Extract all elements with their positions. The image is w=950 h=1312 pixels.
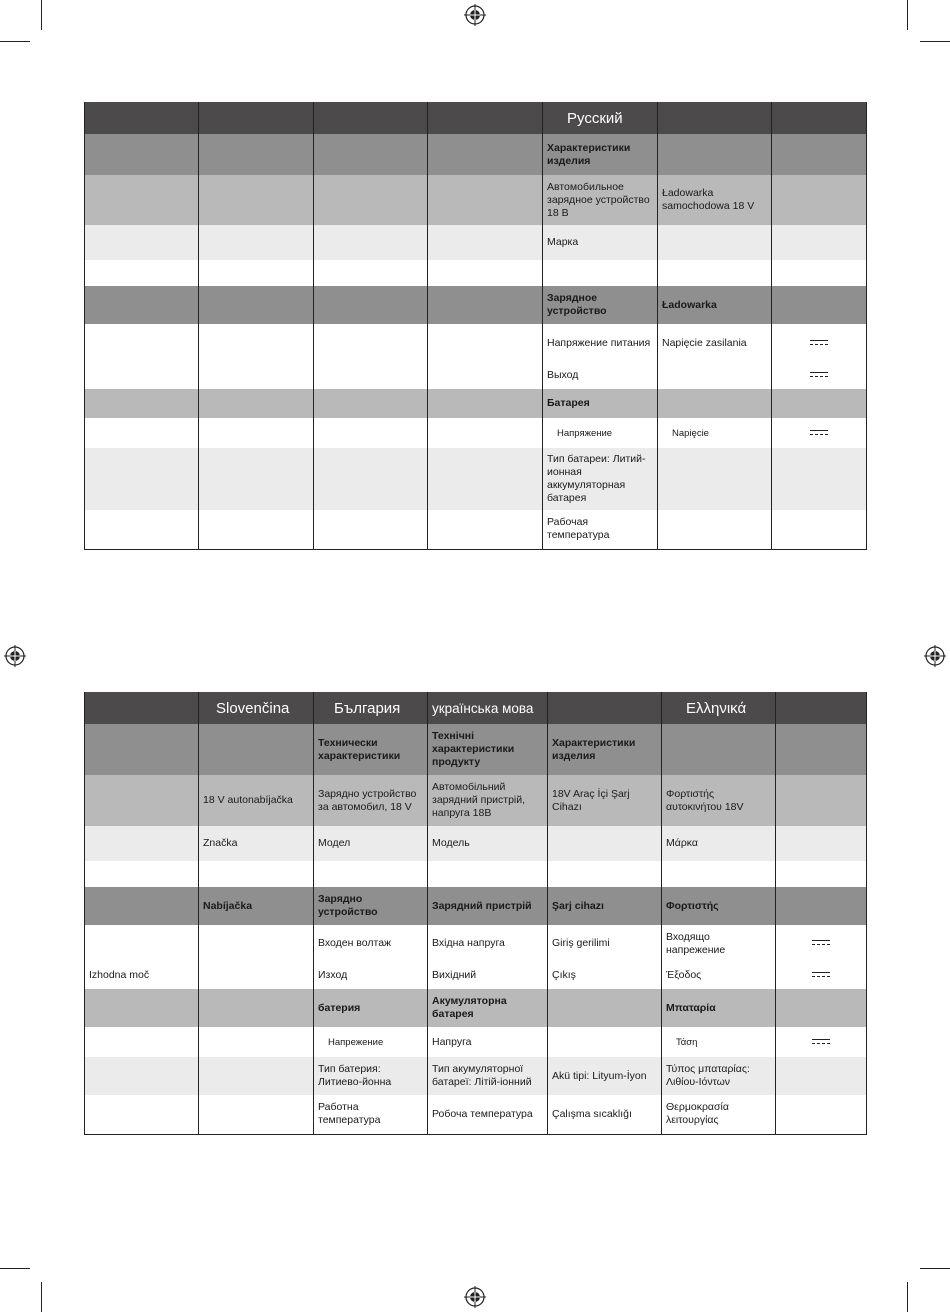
table-cell [776, 962, 867, 989]
table-cell: 18V Araç İçi Şarj Cihazı [548, 775, 662, 826]
dc-current-symbol-icon [812, 1039, 830, 1045]
header-cell: Ελληνικά [662, 692, 776, 724]
table-cell [772, 362, 867, 389]
table-cell [85, 324, 199, 362]
table-cell [199, 448, 314, 510]
dc-current-symbol-icon [810, 340, 828, 346]
table-row [85, 1027, 867, 1057]
crop-mark [907, 0, 908, 30]
table-cell [776, 775, 867, 826]
dc-current-symbol-icon [810, 372, 828, 378]
table-cell [658, 510, 772, 549]
table-row [85, 225, 867, 260]
table-cell: Ładowarka samochodowa 18 V [658, 175, 772, 225]
table-cell: Напряжение [543, 418, 658, 448]
table-cell [772, 175, 867, 225]
table-cell [199, 510, 314, 549]
table-row [85, 1057, 867, 1095]
header-cell [428, 102, 543, 134]
table-cell [776, 887, 867, 925]
table-cell [199, 1095, 314, 1134]
spec-table-top [84, 102, 867, 550]
table-row [85, 448, 867, 510]
table-cell [199, 362, 314, 389]
table-cell [199, 1057, 314, 1095]
table-cell [314, 861, 428, 887]
table-cell [85, 724, 199, 775]
table-cell [658, 448, 772, 510]
table-cell [85, 225, 199, 260]
table-cell: Входящо напрежение [662, 925, 776, 962]
crop-mark [907, 1282, 908, 1312]
table-cell: Напрежение [314, 1027, 428, 1057]
table-cell: Технически характеристики [314, 724, 428, 775]
table-cell [199, 134, 314, 175]
table-cell [658, 389, 772, 418]
table-cell [428, 389, 543, 418]
table-cell [772, 286, 867, 324]
header-cell: Slovenčina [199, 692, 314, 724]
table-row [85, 362, 867, 389]
table-cell [428, 324, 543, 362]
header-cell [658, 102, 772, 134]
table-row [85, 260, 867, 286]
table-cell: Робоча температура [428, 1095, 548, 1134]
header-cell [548, 692, 662, 724]
table-cell [428, 286, 543, 324]
table-cell: Выход [543, 362, 658, 389]
crop-mark [0, 41, 30, 42]
table-cell [776, 826, 867, 861]
table-cell [428, 861, 548, 887]
table-cell [199, 724, 314, 775]
table-cell [199, 418, 314, 448]
table-cell: Napięcie zasilania [658, 324, 772, 362]
table-cell [772, 418, 867, 448]
header-cell: українська мова [428, 692, 548, 724]
table-cell [658, 362, 772, 389]
table-row [85, 324, 867, 362]
table-row [85, 925, 867, 962]
table-cell: Вхідна напруга [428, 925, 548, 962]
table-cell: Τάση [662, 1027, 776, 1057]
table-cell [314, 134, 428, 175]
table-cell [658, 260, 772, 286]
dc-current-symbol-icon [810, 430, 828, 436]
table-cell [548, 989, 662, 1027]
table-row [85, 989, 867, 1027]
table-cell [772, 225, 867, 260]
table-cell [199, 286, 314, 324]
table-cell [772, 448, 867, 510]
table-cell: Τύπος μπαταρίας: Λιθίου-Ιόντων [662, 1057, 776, 1095]
table-cell: Рабочая температура [543, 510, 658, 549]
table-cell [199, 861, 314, 887]
table-cell [85, 887, 199, 925]
table-row [85, 962, 867, 989]
table-row [85, 775, 867, 826]
table-cell [776, 1027, 867, 1057]
table-cell: Зарядний пристрій [428, 887, 548, 925]
table-cell [428, 448, 543, 510]
registration-mark-icon [924, 645, 946, 667]
crop-mark [920, 1268, 950, 1269]
table-cell [776, 724, 867, 775]
header-cell [314, 102, 428, 134]
table-cell [199, 1027, 314, 1057]
table-cell [428, 175, 543, 225]
table-cell [548, 861, 662, 887]
table-cell [314, 324, 428, 362]
table-cell: Napięcie [658, 418, 772, 448]
table-cell [772, 260, 867, 286]
table-cell [85, 448, 199, 510]
table-cell: Φορτιστής αυτοκινήτου 18V [662, 775, 776, 826]
table-cell: Технічні характеристики продукту [428, 724, 548, 775]
table-row [85, 134, 867, 175]
registration-mark-icon [4, 645, 26, 667]
table-cell: Φορτιστής [662, 887, 776, 925]
table-cell: Модел [314, 826, 428, 861]
table-row [85, 826, 867, 861]
table-cell [772, 324, 867, 362]
header-cell [772, 102, 867, 134]
table-cell: Характеристики изделия [543, 134, 658, 175]
table-cell [85, 175, 199, 225]
table-cell [776, 861, 867, 887]
table-cell: Izhodna moč [85, 962, 199, 989]
table-row [85, 175, 867, 225]
crop-mark [41, 0, 42, 30]
table-cell: Giriş gerilimi [548, 925, 662, 962]
table-row [85, 861, 867, 887]
table-cell [85, 1095, 199, 1134]
table-cell [199, 175, 314, 225]
table-cell [199, 925, 314, 962]
table-cell [199, 225, 314, 260]
table-cell [199, 324, 314, 362]
table-cell [314, 260, 428, 286]
table-cell: Работна температура [314, 1095, 428, 1134]
table-cell: Марка [543, 225, 658, 260]
crop-mark [920, 41, 950, 42]
table-cell [85, 418, 199, 448]
table-cell: Вихідний [428, 962, 548, 989]
table-cell [85, 286, 199, 324]
table-cell: Тип батареи: Литий-ионная аккумуляторная батарея [543, 448, 658, 510]
table-cell: Зарядное устройство [543, 286, 658, 324]
table-cell: 18 V autonabíjačka [199, 775, 314, 826]
header-cell [199, 102, 314, 134]
dc-current-symbol-icon [812, 940, 830, 946]
table-cell: Μάρκα [662, 826, 776, 861]
table-header-row [85, 102, 867, 134]
table-row [85, 389, 867, 418]
table-cell: Тип акумуляторної батареї: Літій-іонний [428, 1057, 548, 1095]
table-cell: Μπαταρία [662, 989, 776, 1027]
table-cell: Входен волтаж [314, 925, 428, 962]
table-cell [428, 260, 543, 286]
table-cell: батерия [314, 989, 428, 1027]
table-cell: Характеристики изделия [548, 724, 662, 775]
table-cell [85, 861, 199, 887]
table-cell [85, 1057, 199, 1095]
table-cell [428, 510, 543, 549]
table-cell [772, 134, 867, 175]
table-cell [85, 362, 199, 389]
registration-mark-icon [464, 1286, 486, 1308]
table-cell [658, 134, 772, 175]
table-row [85, 418, 867, 448]
table-cell: Автомобильное зарядное устройство 18 В [543, 175, 658, 225]
table-cell [199, 260, 314, 286]
table-cell [772, 389, 867, 418]
table-cell: Батарея [543, 389, 658, 418]
table-cell: Nabíjačka [199, 887, 314, 925]
table-row [85, 887, 867, 925]
table-cell [776, 1095, 867, 1134]
table-cell [776, 1057, 867, 1095]
dc-current-symbol-icon [812, 972, 830, 978]
table-cell [314, 175, 428, 225]
table-header-row [85, 692, 867, 724]
table-cell [548, 1027, 662, 1057]
table-cell [772, 510, 867, 549]
table-cell: Θερμοκρασία λειτουργίας [662, 1095, 776, 1134]
registration-mark-icon [464, 4, 486, 26]
table-cell: Напряжение питания [543, 324, 658, 362]
table-cell: Напруга [428, 1027, 548, 1057]
table-row [85, 286, 867, 324]
header-cell [85, 102, 199, 134]
table-cell [543, 260, 658, 286]
table-cell: Изход [314, 962, 428, 989]
table-cell [314, 448, 428, 510]
table-cell [548, 826, 662, 861]
table-cell [428, 134, 543, 175]
table-cell [85, 260, 199, 286]
table-cell: Автомобільний зарядний пристрій, напруга 18В [428, 775, 548, 826]
table-cell [85, 826, 199, 861]
table-cell [314, 362, 428, 389]
table-cell: Značka [199, 826, 314, 861]
table-row [85, 510, 867, 549]
table-cell [85, 1027, 199, 1057]
table-cell: Çıkış [548, 962, 662, 989]
table-cell [199, 989, 314, 1027]
table-cell [314, 225, 428, 260]
table-cell: Акумуляторна батарея [428, 989, 548, 1027]
table-cell [658, 225, 772, 260]
header-cell [776, 692, 867, 724]
table-cell [85, 510, 199, 549]
table-cell [314, 286, 428, 324]
table-cell: Модель [428, 826, 548, 861]
table-cell [314, 389, 428, 418]
header-cell: Русский [543, 102, 658, 134]
table-row [85, 1095, 867, 1134]
table-cell [662, 724, 776, 775]
table-cell [428, 225, 543, 260]
table-cell: Akü tipi: Lityum-İyon [548, 1057, 662, 1095]
table-cell [85, 989, 199, 1027]
table-cell [776, 989, 867, 1027]
table-cell [428, 362, 543, 389]
spec-table-bottom [84, 692, 867, 1135]
crop-mark [0, 1268, 30, 1269]
table-cell [776, 925, 867, 962]
table-cell [662, 861, 776, 887]
table-cell: Çalışma sıcaklığı [548, 1095, 662, 1134]
table-cell [85, 389, 199, 418]
table-cell [199, 962, 314, 989]
table-cell: Зарядно устройство [314, 887, 428, 925]
table-cell: Şarj cihazı [548, 887, 662, 925]
crop-mark [41, 1282, 42, 1312]
table-cell: Зарядно устройство за автомобил, 18 V [314, 775, 428, 826]
table-row [85, 724, 867, 775]
table-cell [85, 134, 199, 175]
table-cell [85, 775, 199, 826]
table-cell [428, 418, 543, 448]
table-cell: Тип батерия: Литиево-йонна [314, 1057, 428, 1095]
table-cell [199, 389, 314, 418]
table-cell: Έξοδος [662, 962, 776, 989]
header-cell [85, 692, 199, 724]
table-cell [85, 925, 199, 962]
header-cell: България [314, 692, 428, 724]
table-cell [314, 510, 428, 549]
table-cell: Ładowarka [658, 286, 772, 324]
table-cell [314, 418, 428, 448]
